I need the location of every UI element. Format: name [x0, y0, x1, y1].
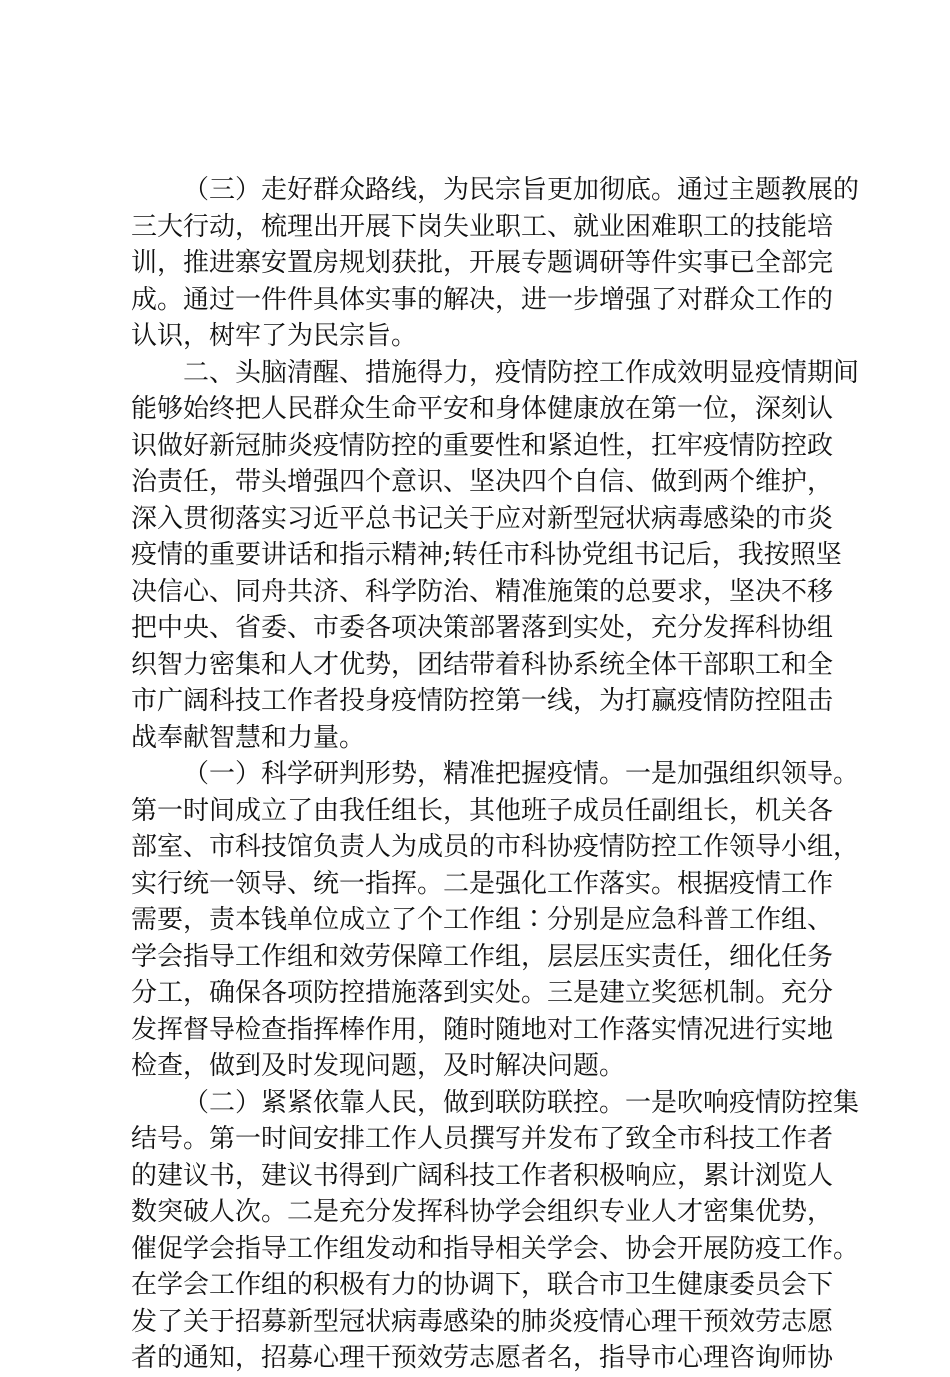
text-line: 实行统一领导、统一指挥。二是强化工作落实。根据疫情工作: [131, 868, 834, 899]
text-line: 学会指导工作组和效劳保障工作组，层层压实责任，细化任务: [131, 941, 834, 972]
text-line: 深入贯彻落实习近平总书记关于应对新型冠状病毒感染的市炎: [131, 503, 834, 534]
text-line: 发了关于招募新型冠状病毒感染的肺炎疫情心理干预效劳志愿: [131, 1306, 834, 1337]
text-line: 在学会工作组的积极有力的协调下，联合市卫生健康委员会下: [131, 1270, 834, 1300]
text-line: 织智力密集和人才优势，团结带着科协系统全体干部职工和全: [131, 649, 834, 680]
text-line: 决信心、同舟共济、科学防治、精准施策的总要求，坚决不移: [131, 576, 834, 607]
text-line: 能够始终把人民群众生命平安和身体健康放在第一位，深刻认: [131, 394, 834, 424]
text-line: 认识，树牢了为民宗旨。: [131, 321, 418, 351]
text-line: 把中央、省委、市委各项决策部署落到实处，充分发挥科协组: [131, 613, 834, 643]
text-line: 二、头脑清醒、措施得力，疫情防控工作成效明显疫情期间: [183, 357, 860, 388]
text-line: 第一时间成立了由我任组长，其他班子成员任副组长，机关各: [131, 795, 834, 826]
text-line: 结号。第一时间安排工作人员撰写并发布了致全市科技工作者: [131, 1124, 834, 1154]
document-body: [131, 172, 860, 1377]
text-line: （三）走好群众路线，为民宗旨更加彻底。通过主题教展的: [183, 175, 860, 205]
text-line: 者的通知，招募心理干预效劳志愿者名，指导市心理咨询师协: [131, 1343, 834, 1373]
text-line: 的建议书，建议书得到广阔科技工作者积极响应，累计浏览人: [131, 1160, 834, 1191]
text-line: （二）紧紧依靠人民，做到联防联控。一是吹响疫情防控集: [183, 1087, 860, 1118]
text-line: 检查，做到及时发现问题，及时解决问题。: [131, 1051, 626, 1081]
text-line: 数突破人次。二是充分发挥科协学会组织专业人才密集优势，: [131, 1197, 834, 1227]
text-line: 三大行动，梳理出开展下岗失业职工、就业困难职工的技能培: [131, 211, 834, 242]
text-line: 催促学会指导工作组发动和指导相关学会、协会开展防疫工作。: [131, 1233, 860, 1264]
text-line: 战奉献智慧和力量。: [131, 722, 366, 753]
text-line: 分工，确保各项防控措施落到实处。三是建立奖惩机制。充分: [131, 978, 834, 1008]
text-line: 训，推进寨安置房规划获批，开展专题调研等件实事已全部完: [131, 248, 834, 278]
text-line: 疫情的重要讲话和指示精神;转任市科协党组书记后，我按照坚: [131, 540, 842, 570]
text-line: 发挥督导检查指挥棒作用，随时随地对工作落实情况进行实地: [131, 1014, 834, 1045]
text-line: （一）科学研判形势，精准把握疫情。一是加强组织领导。: [183, 759, 860, 789]
text-line: 市广阔科技工作者投身疫情防控第一线，为打赢疫情防控阻击: [131, 686, 834, 716]
text-line: 识做好新冠肺炎疫情防控的重要性和紧迫性，扛牢疫情防控政: [131, 430, 834, 461]
text-line: 治责任，带头增强四个意识、坚决四个自信、做到两个维护，: [131, 467, 834, 497]
text-line: 需要，责本钱单位成立了个工作组∶分别是应急科普工作组、: [131, 905, 834, 935]
text-line: 成。通过一件件具体实事的解决，进一步增强了对群众工作的: [131, 284, 834, 315]
text-line: 部室、市科技馆负责人为成员的市科协疫情防控工作领导小组，: [131, 832, 860, 862]
